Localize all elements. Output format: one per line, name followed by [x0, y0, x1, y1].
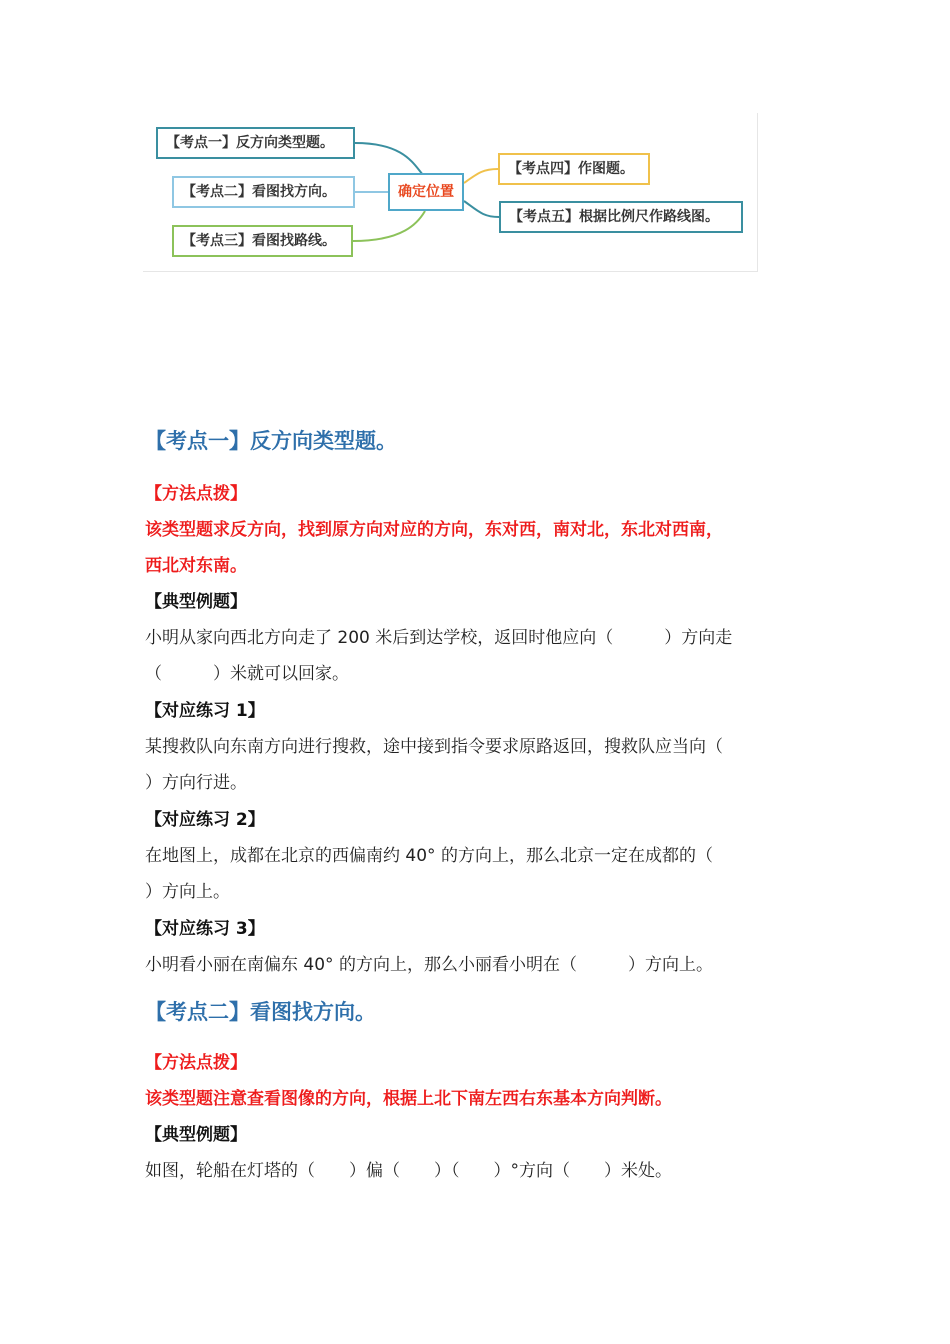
section1-example-line2: （ ）米就可以回家。 — [145, 664, 349, 684]
section1-method-line2: 西北对东南。 — [145, 556, 247, 576]
mindmap-node-5: 【考点五】根据比例尺作路线图。 — [499, 201, 743, 233]
section2-title: 【考点二】看图找方向。 — [145, 1000, 376, 1024]
mindmap-node-4: 【考点四】作图题。 — [498, 153, 650, 185]
mindmap-node-3: 【考点三】看图找路线。 — [172, 225, 353, 257]
section1-title: 【考点一】反方向类型题。 — [145, 429, 397, 453]
section1-practice3-line1: 小明看小丽在南偏东 40° 的方向上，那么小丽看小明在（ ）方向上。 — [145, 955, 713, 975]
section1-practice3-heading: 【对应练习 3】 — [145, 919, 265, 939]
section1-example-line1: 小明从家向西北方向走了 200 米后到达学校，返回时他应向（ ）方向走 — [145, 628, 733, 648]
section1-method-line1: 该类型题求反方向，找到原方向对应的方向，东对西，南对北，东北对西南， — [145, 520, 723, 540]
mindmap-node-1: 【考点一】反方向类型题。 — [156, 127, 355, 159]
mind-map — [143, 113, 758, 272]
section1-practice1-line1: 某搜救队向东南方向进行搜救，途中接到指令要求原路返回，搜救队应当向（ — [145, 737, 723, 757]
section1-practice2-line2: ）方向上。 — [145, 882, 230, 902]
section2-method-line1: 该类型题注意查看图像的方向，根据上北下南左西右东基本方向判断。 — [145, 1089, 672, 1109]
section1-practice1-heading: 【对应练习 1】 — [145, 701, 265, 721]
section2-method-heading: 【方法点拨】 — [145, 1053, 247, 1073]
section2-example-heading: 【典型例题】 — [145, 1125, 247, 1145]
mindmap-center-node: 确定位置 — [388, 173, 464, 211]
section1-practice2-line1: 在地图上，成都在北京的西偏南约 40° 的方向上，那么北京一定在成都的（ — [145, 846, 713, 866]
section1-example-heading: 【典型例题】 — [145, 592, 247, 612]
mindmap-node-2: 【考点二】看图找方向。 — [172, 176, 355, 208]
section2-example-line1: 如图，轮船在灯塔的（ ）偏（ ）（ ）°方向（ ）米处。 — [145, 1161, 672, 1181]
section1-practice2-heading: 【对应练习 2】 — [145, 810, 265, 830]
section1-method-heading: 【方法点拨】 — [145, 484, 247, 504]
section1-practice1-line2: ）方向行进。 — [145, 773, 247, 793]
